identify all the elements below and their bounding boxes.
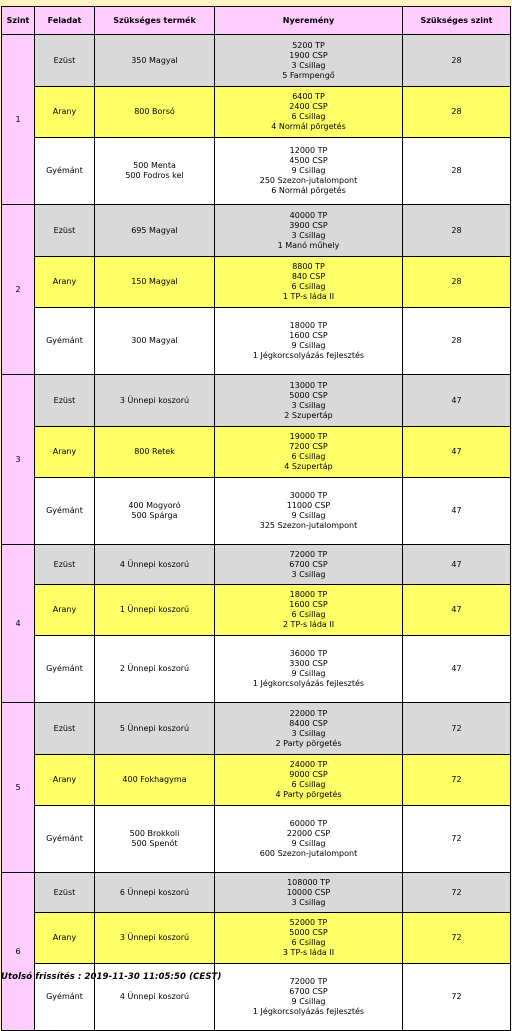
prize-cell (215, 964, 403, 1031)
prize-line: 6 Normál pörgetés (271, 186, 346, 195)
product-cell (95, 806, 215, 873)
prize-line: 250 Szezon-jutalompont (259, 176, 358, 185)
prize-line: 840 CSP (291, 272, 326, 281)
product-cell (95, 478, 215, 545)
table-row (2, 755, 511, 806)
required-level-cell: 28 (403, 87, 511, 138)
prize-line: 3300 CSP (289, 659, 328, 668)
required-level-cell: 28 (403, 205, 511, 257)
prize-line: 6 Csillag (291, 938, 326, 947)
required-level-cell: 47 (403, 478, 511, 545)
prize-line: 3 Csillag (291, 728, 326, 738)
table-row (2, 427, 511, 478)
product-line: 800 Retek (134, 447, 175, 456)
required-level-cell: 28 (403, 138, 511, 205)
table-row (2, 478, 511, 545)
prize-line: 6 Csillag (291, 610, 326, 619)
task-cell: Arany (35, 257, 95, 308)
required-level-cell: 47 (403, 427, 511, 478)
product-cell (95, 703, 215, 755)
prize-line: 1 Jégkorcsolyázás fejlesztés (252, 351, 365, 360)
task-cell: Ezüst (35, 703, 95, 755)
product-cell (95, 87, 215, 138)
level-cell: 1 (2, 35, 35, 205)
prize-line: 9 Csillag (291, 669, 326, 678)
product-line: 3 Ünnepi koszorú (119, 395, 190, 405)
prize-line: 8400 CSP (289, 718, 328, 728)
task-cell: Ezüst (35, 205, 95, 257)
prize-line: 4 Szupertáp (284, 462, 333, 471)
level-cell: 3 (2, 375, 35, 545)
prize-line: 1 Jégkorcsolyázás fejlesztés (252, 1007, 365, 1016)
prize-line: 36000 TP (289, 649, 328, 658)
prize-line: 12000 TP (289, 146, 328, 155)
prize-line: 3 Csillag (291, 60, 326, 70)
table-row (2, 545, 511, 585)
task-cell: Arany (35, 87, 95, 138)
level-cell: 2 (2, 205, 35, 375)
prize-line: 72000 TP (289, 977, 328, 986)
prize-line: 3900 CSP (289, 220, 328, 230)
table-row (2, 205, 511, 257)
table-row (2, 35, 511, 87)
task-cell: Arany (35, 913, 95, 964)
prize-line: 30000 TP (289, 491, 328, 500)
prize-line: 40000 TP (289, 210, 328, 220)
header-row (2, 7, 511, 35)
required-level-cell: 72 (403, 755, 511, 806)
product-line: 300 Magyal (131, 336, 178, 345)
prize-line: 19000 TP (289, 432, 328, 441)
product-line: 400 Mogyoró (128, 501, 181, 510)
product-line: 500 Brokkoli (129, 829, 180, 838)
product-cell (95, 308, 215, 375)
header-level: Szint (2, 7, 35, 35)
product-line: 150 Magyal (131, 277, 178, 286)
product-cell (95, 913, 215, 964)
prize-cell (215, 913, 403, 964)
prize-cell (215, 755, 403, 806)
prize-line: 4500 CSP (289, 156, 328, 165)
level-cell: 5 (2, 703, 35, 873)
task-cell: Ezüst (35, 375, 95, 427)
prize-line: 18000 TP (289, 590, 328, 599)
prize-line: 5000 CSP (289, 928, 328, 937)
product-cell (95, 545, 215, 585)
prize-line: 4 Normál pörgetés (271, 122, 346, 131)
product-line: 800 Borsó (134, 107, 175, 116)
product-line: 2 Ünnepi koszorú (119, 664, 190, 673)
task-cell: Ezüst (35, 35, 95, 87)
product-cell (95, 427, 215, 478)
header-prize: Nyeremény (215, 7, 403, 35)
prize-cell (215, 873, 403, 913)
product-cell (95, 205, 215, 257)
prize-line: 22000 CSP (286, 829, 331, 838)
product-line: 4 Ünnepi koszorú (119, 992, 190, 1001)
product-cell (95, 257, 215, 308)
prize-line: 9 Csillag (291, 839, 326, 848)
prize-line: 9 Csillag (291, 511, 326, 520)
product-line: 4 Ünnepi koszorú (119, 559, 190, 569)
required-level-cell: 47 (403, 375, 511, 427)
prize-line: 72000 TP (289, 549, 328, 559)
prize-line: 9 Csillag (291, 341, 326, 350)
table-row (2, 257, 511, 308)
table-row (2, 636, 511, 703)
prize-line: 6 Csillag (291, 282, 326, 291)
prize-line: 9000 CSP (289, 770, 328, 779)
prize-line: 18000 TP (289, 321, 328, 330)
prize-line: 3 Csillag (291, 230, 326, 240)
prize-line: 7200 CSP (289, 442, 328, 451)
prize-line: 22000 TP (289, 708, 328, 718)
prize-line: 13000 TP (289, 380, 328, 390)
prize-line: 6 Csillag (291, 452, 326, 461)
required-level-cell: 72 (403, 964, 511, 1031)
prize-line: 11000 CSP (286, 501, 331, 510)
prize-line: 9 Csillag (291, 166, 326, 175)
product-line: 695 Magyal (131, 225, 178, 235)
prize-line: 2400 CSP (289, 102, 328, 111)
product-line: 500 Spenót (131, 839, 178, 848)
prize-cell (215, 205, 403, 257)
prize-line: 5200 TP (292, 40, 325, 50)
prize-cell (215, 375, 403, 427)
required-level-cell: 72 (403, 806, 511, 873)
prize-line: 108000 TP (287, 877, 330, 887)
table-body (2, 35, 511, 1031)
level-cell: 4 (2, 545, 35, 703)
product-cell (95, 585, 215, 636)
prize-line: 600 Szezon-jutalompont (259, 849, 358, 858)
prize-line: 3 Csillag (291, 569, 326, 579)
prize-line: 1600 CSP (289, 331, 328, 340)
table-row (2, 308, 511, 375)
prize-line: 4 Party pörgetés (275, 790, 342, 799)
product-cell (95, 636, 215, 703)
required-level-cell: 28 (403, 35, 511, 87)
product-line: 500 Fodros kel (125, 171, 184, 180)
product-line: 5 Ünnepi koszorú (119, 723, 190, 733)
prize-line: 1 Jégkorcsolyázás fejlesztés (252, 679, 365, 688)
prize-line: 6 Csillag (291, 112, 326, 121)
prize-line: 1900 CSP (289, 50, 328, 60)
table-row (2, 873, 511, 913)
prize-cell (215, 308, 403, 375)
required-level-cell: 47 (403, 585, 511, 636)
task-cell: Gyémánt (35, 138, 95, 205)
required-level-cell: 72 (403, 703, 511, 755)
task-cell: Arany (35, 427, 95, 478)
header-task: Feladat (35, 7, 95, 35)
prize-line: 325 Szezon-jutalompont (259, 521, 358, 530)
prize-cell (215, 545, 403, 585)
prize-line: 5 Farmpengő (282, 70, 335, 80)
prize-line: 2 Party pörgetés (275, 738, 342, 748)
prize-line: 1 TP-s láda II (282, 292, 335, 301)
task-cell: Arany (35, 755, 95, 806)
prize-line: 2 Szupertáp (284, 410, 333, 420)
product-line: 1 Ünnepi koszorú (119, 605, 190, 614)
prize-line: 6 Csillag (291, 780, 326, 789)
prize-line: 8800 TP (292, 262, 325, 271)
table-row (2, 913, 511, 964)
prize-line: 6700 CSP (289, 987, 328, 996)
prize-line: 1600 CSP (289, 600, 328, 609)
prize-cell (215, 138, 403, 205)
prize-line: 2 TP-s láda II (282, 620, 335, 629)
prize-line: 9 Csillag (291, 997, 326, 1006)
table-row (2, 375, 511, 427)
prize-line: 1 Manó műhely (277, 240, 340, 250)
prize-cell (215, 35, 403, 87)
required-level-cell: 72 (403, 913, 511, 964)
prize-line: 52000 TP (289, 918, 328, 927)
product-cell (95, 138, 215, 205)
product-cell (95, 755, 215, 806)
required-level-cell: 28 (403, 308, 511, 375)
prize-line: 60000 TP (289, 819, 328, 828)
task-cell: Gyémánt (35, 478, 95, 545)
table-row (2, 138, 511, 205)
product-cell (95, 873, 215, 913)
prize-cell (215, 478, 403, 545)
prize-cell (215, 636, 403, 703)
prize-cell (215, 703, 403, 755)
prize-cell (215, 585, 403, 636)
prize-cell (215, 87, 403, 138)
task-cell: Arany (35, 585, 95, 636)
prize-line: 24000 TP (289, 760, 328, 769)
required-level-cell: 47 (403, 545, 511, 585)
required-level-cell: 47 (403, 636, 511, 703)
prize-line: 3 Csillag (291, 897, 326, 907)
prize-line: 3 TP-s láda II (282, 948, 335, 957)
table-row (2, 87, 511, 138)
prize-line: 5000 CSP (289, 390, 328, 400)
rewards-table (1, 6, 511, 1031)
prize-cell (215, 257, 403, 308)
task-cell: Gyémánt (35, 806, 95, 873)
product-cell (95, 375, 215, 427)
level-cell: 6 (2, 873, 35, 1031)
prize-cell (215, 427, 403, 478)
prize-line: 6400 TP (292, 92, 325, 101)
product-cell (95, 35, 215, 87)
table-row (2, 585, 511, 636)
prize-line: 10000 CSP (286, 887, 331, 897)
prize-line: 6700 CSP (289, 559, 328, 569)
task-cell: Gyémánt (35, 308, 95, 375)
task-cell: Gyémánt (35, 964, 95, 1031)
required-level-cell: 72 (403, 873, 511, 913)
header-required-level: Szükséges szint (403, 7, 511, 35)
product-line: 350 Magyal (131, 55, 178, 65)
last-updated: Utolsó frissítés : 2019-11-30 11:05:50 (CEST) (1, 972, 222, 982)
table-row (2, 806, 511, 873)
product-line: 6 Ünnepi koszorú (119, 887, 190, 897)
header-product: Szükséges termék (95, 7, 215, 35)
task-cell: Gyémánt (35, 636, 95, 703)
task-cell: Ezüst (35, 545, 95, 585)
product-line: 500 Spárga (131, 511, 178, 520)
prize-line: 3 Csillag (291, 400, 326, 410)
product-line: 3 Ünnepi koszorú (119, 933, 190, 942)
prize-cell (215, 806, 403, 873)
table-row (2, 703, 511, 755)
product-line: 400 Fokhagyma (122, 775, 187, 784)
required-level-cell: 28 (403, 257, 511, 308)
task-cell: Ezüst (35, 873, 95, 913)
product-line: 500 Menta (133, 161, 176, 170)
